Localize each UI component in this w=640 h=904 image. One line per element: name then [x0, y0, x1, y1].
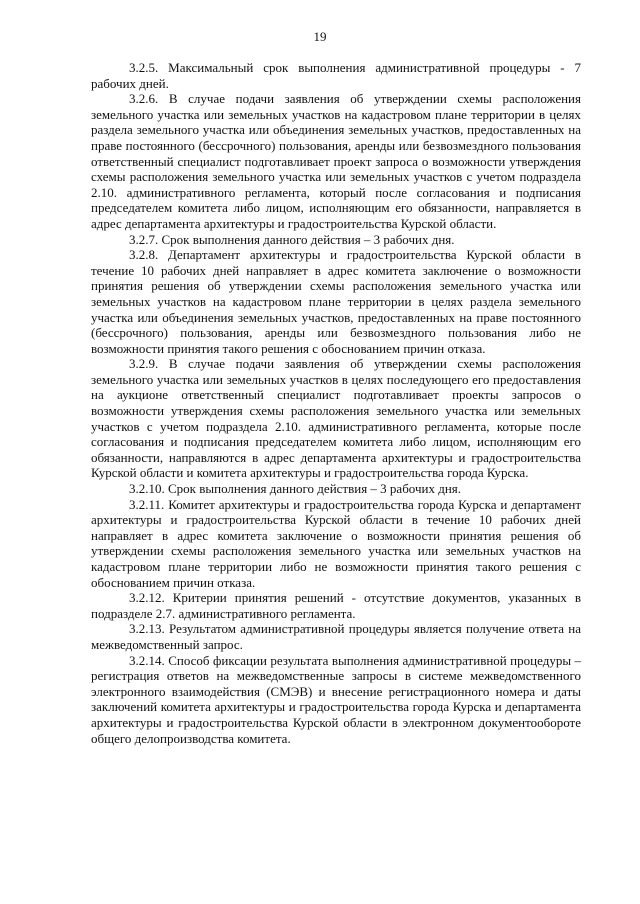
page-number: 19 [313, 29, 327, 44]
paragraph-3-2-7: 3.2.7. Срок выполнения данного действия – 3 рабочих дня. [129, 231, 455, 247]
paragraph-3-2-8: 3.2.8. Департамент архитектуры и градостроительства Курской области в течение 10 рабочих дней направляет в адрес комитета заключение о возможности принятия решения об утверждении схемы расположения земельного участка или земельных участков на кадастровом плане территории в целях раздела земельного участка или объединения земельных участков, предоставленных на праве постоянного (бессрочного) пользования, аренды или безвозмездного пользования либо не возможности принятия такого решения с обоснованием причин отказа. [91, 247, 581, 356]
paragraph-3-2-11: 3.2.11. Комитет архитектуры и градостроительства города Курска и департамент архитектуры и градостроительства Курской области в течение 10 рабочих дней направляет в адрес комитета заключение о возможности принятия решения об утверждении схемы расположения земельного участка или земельных участков на кадастровом плане территории либо не возможности принятия такого решения с обоснованием причин отказа. [91, 496, 581, 590]
paragraph-3-2-9: 3.2.9. В случае подачи заявления об утверждении схемы расположения земельного участка или земельных участков в целях последующего его предоставления на аукционе ответственный специалист подготавливает проекты запросов о возможности утверждения схемы расположения земельного участка или земельных участков с учетом подраздела 2.10. административного регламента, которые после согласования и подписания председателем комитета либо лицом, исполняющим его обязанности, направляются в адрес департамента архитектуры и градостроительства Курской области и комитета архитектуры и градостроительства города Курска. [91, 356, 581, 481]
paragraph-3-2-6: 3.2.6. В случае подачи заявления об утверждении схемы расположения земельного участка или земельных участков на кадастровом плане территории в целях раздела земельного участка или объединения земельных участков, предоставленных на праве постоянного (бессрочного) пользования, аренды или безвозмездного пользования ответственный специалист подготавливает проект запроса о возможности утверждения схемы расположения земельного участка или земельных участков с учетом подраздела 2.10. административного регламента, который после согласования и подписания председателем комитета либо лицом, исполняющим его обязанности, направляется в адрес департамента архитектуры и градостроительства Курской области. [91, 91, 581, 231]
paragraph-3-2-10: 3.2.10. Срок выполнения данного действия – 3 рабочих дня. [129, 481, 462, 497]
document-body [91, 60, 581, 746]
paragraph-3-2-12: 3.2.12. Критерии принятия решений - отсутствие документов, указанных в подразделе 2.7. административного регламента. [91, 590, 581, 621]
paragraph-3-2-5: 3.2.5. Максимальный срок выполнения административной процедуры - 7 рабочих дней. [91, 60, 581, 91]
paragraph-3-2-14: 3.2.14. Способ фиксации результата выполнения административной процедуры – регистрация ответов на межведомственные запросы в системе межведомственного электронного взаимодействия (СМЭВ) и внесение регистрационного номера и даты заключений комитета архитектуры и градостроительства города Курска и департамента архитектуры и градостроительства Курской области в электронном документообороте общего делопроизводства комитета. [91, 652, 581, 746]
paragraph-3-2-13: 3.2.13. Результатом административной процедуры является получение ответа на межведомственный запрос. [91, 621, 581, 652]
